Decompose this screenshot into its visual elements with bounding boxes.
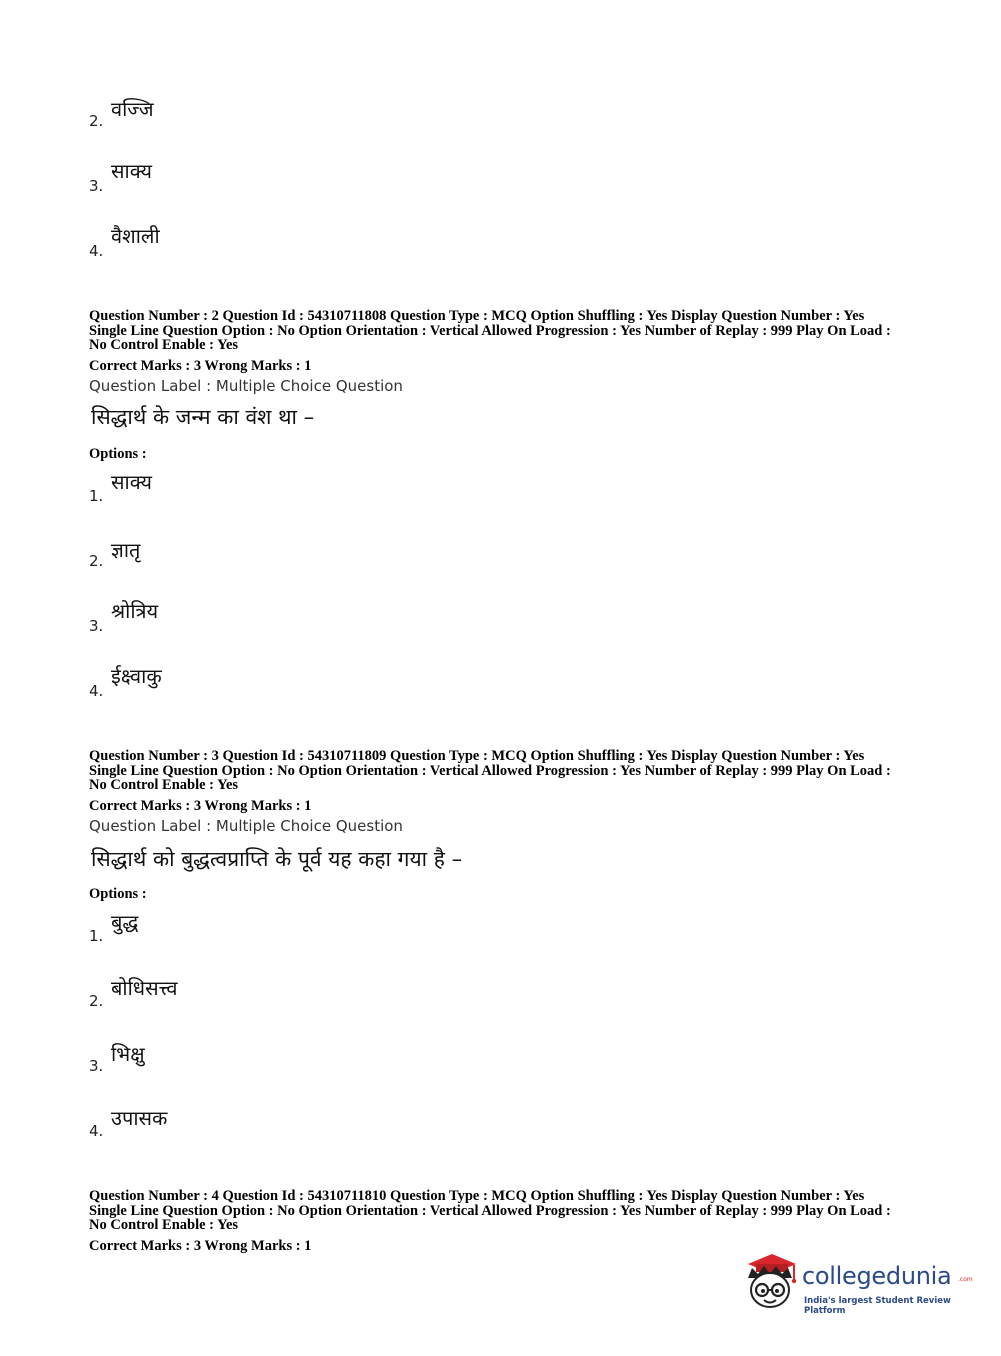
brand-tagline: India's largest Student Review Platform	[804, 1296, 951, 1316]
option-item	[89, 885, 489, 945]
question-metadata	[89, 749, 919, 793]
option-text: बोधिसत्त्व	[111, 976, 178, 1000]
option-text: ईक्ष्वाकु	[111, 664, 162, 688]
mascot-icon	[742, 1250, 798, 1312]
option-number: 3.	[89, 617, 104, 635]
collegedunia-logo	[742, 1250, 972, 1320]
option-text: साक्य	[111, 470, 152, 494]
option-item	[89, 70, 489, 130]
option-text: बुद्ध	[111, 910, 139, 934]
marks-info: Correct Marks : 3 Wrong Marks : 1	[89, 1238, 312, 1254]
question-label: Question Label : Multiple Choice Question	[89, 817, 403, 835]
question-text: सिद्धार्थ के जन्म का वंश था –	[91, 405, 315, 429]
option-number: 4.	[89, 1122, 104, 1140]
option-text: वैशाली	[111, 224, 160, 248]
option-number: 1.	[89, 487, 104, 505]
option-text: साक्य	[111, 159, 152, 183]
option-item	[89, 1015, 489, 1075]
option-item	[89, 575, 489, 635]
option-text: उपासक	[111, 1106, 168, 1130]
option-number: 2.	[89, 552, 104, 570]
metadata-line: Single Line Question Option : No Option Orientation : Vertical Allowed Progression : Yes Number of Replay : 999 Play On Load :	[89, 1202, 891, 1219]
metadata-line: No Control Enable : Yes	[89, 1217, 239, 1234]
question-metadata	[89, 1189, 919, 1233]
metadata-line: No Control Enable : Yes	[89, 337, 239, 354]
marks-info: Correct Marks : 3 Wrong Marks : 1	[89, 798, 312, 814]
option-number: 2.	[89, 992, 104, 1010]
option-number: 2.	[89, 112, 104, 130]
option-text: ज्ञातृ	[111, 538, 141, 562]
marks-info: Correct Marks : 3 Wrong Marks : 1	[89, 358, 312, 374]
metadata-line: Question Number : 3 Question Id : 54310711809 Question Type : MCQ Option Shuffling : Yes Display Question Number : Yes	[89, 748, 865, 764]
metadata-line: Single Line Question Option : No Option Orientation : Vertical Allowed Progression : Yes Number of Replay : 999 Play On Load :	[89, 762, 891, 779]
option-number: 4.	[89, 242, 104, 260]
option-item	[89, 200, 489, 260]
brand-suffix: .com	[958, 1276, 973, 1283]
option-number: 3.	[89, 177, 104, 195]
option-item	[89, 950, 489, 1010]
option-number: 1.	[89, 927, 104, 945]
metadata-line: Question Number : 4 Question Id : 54310711810 Question Type : MCQ Option Shuffling : Yes Display Question Number : Yes	[89, 1188, 865, 1204]
metadata-line: Single Line Question Option : No Option Orientation : Vertical Allowed Progression : Yes Number of Replay : 999 Play On Load :	[89, 322, 891, 339]
option-text: श्रोत्रिय	[111, 599, 159, 623]
metadata-line: Question Number : 2 Question Id : 54310711808 Question Type : MCQ Option Shuffling : Yes Display Question Number : Yes	[89, 308, 865, 324]
brand-name: collegedunia	[802, 1262, 952, 1290]
option-item	[89, 135, 489, 195]
metadata-line: No Control Enable : Yes	[89, 777, 239, 794]
question-metadata	[89, 309, 919, 353]
option-item	[89, 1080, 489, 1140]
question-text: सिद्धार्थ को बुद्धत्वप्राप्ति के पूर्व यह कहा गया है –	[91, 847, 463, 871]
option-text: भिक्षु	[111, 1042, 145, 1066]
option-number: 4.	[89, 682, 104, 700]
option-item	[89, 640, 489, 700]
option-item	[89, 445, 489, 505]
options-label: Options :	[89, 886, 147, 902]
option-item	[89, 510, 489, 570]
options-label: Options :	[89, 446, 147, 462]
option-number: 3.	[89, 1057, 104, 1075]
option-text: वज्जि	[111, 97, 154, 121]
question-label: Question Label : Multiple Choice Question	[89, 377, 403, 395]
